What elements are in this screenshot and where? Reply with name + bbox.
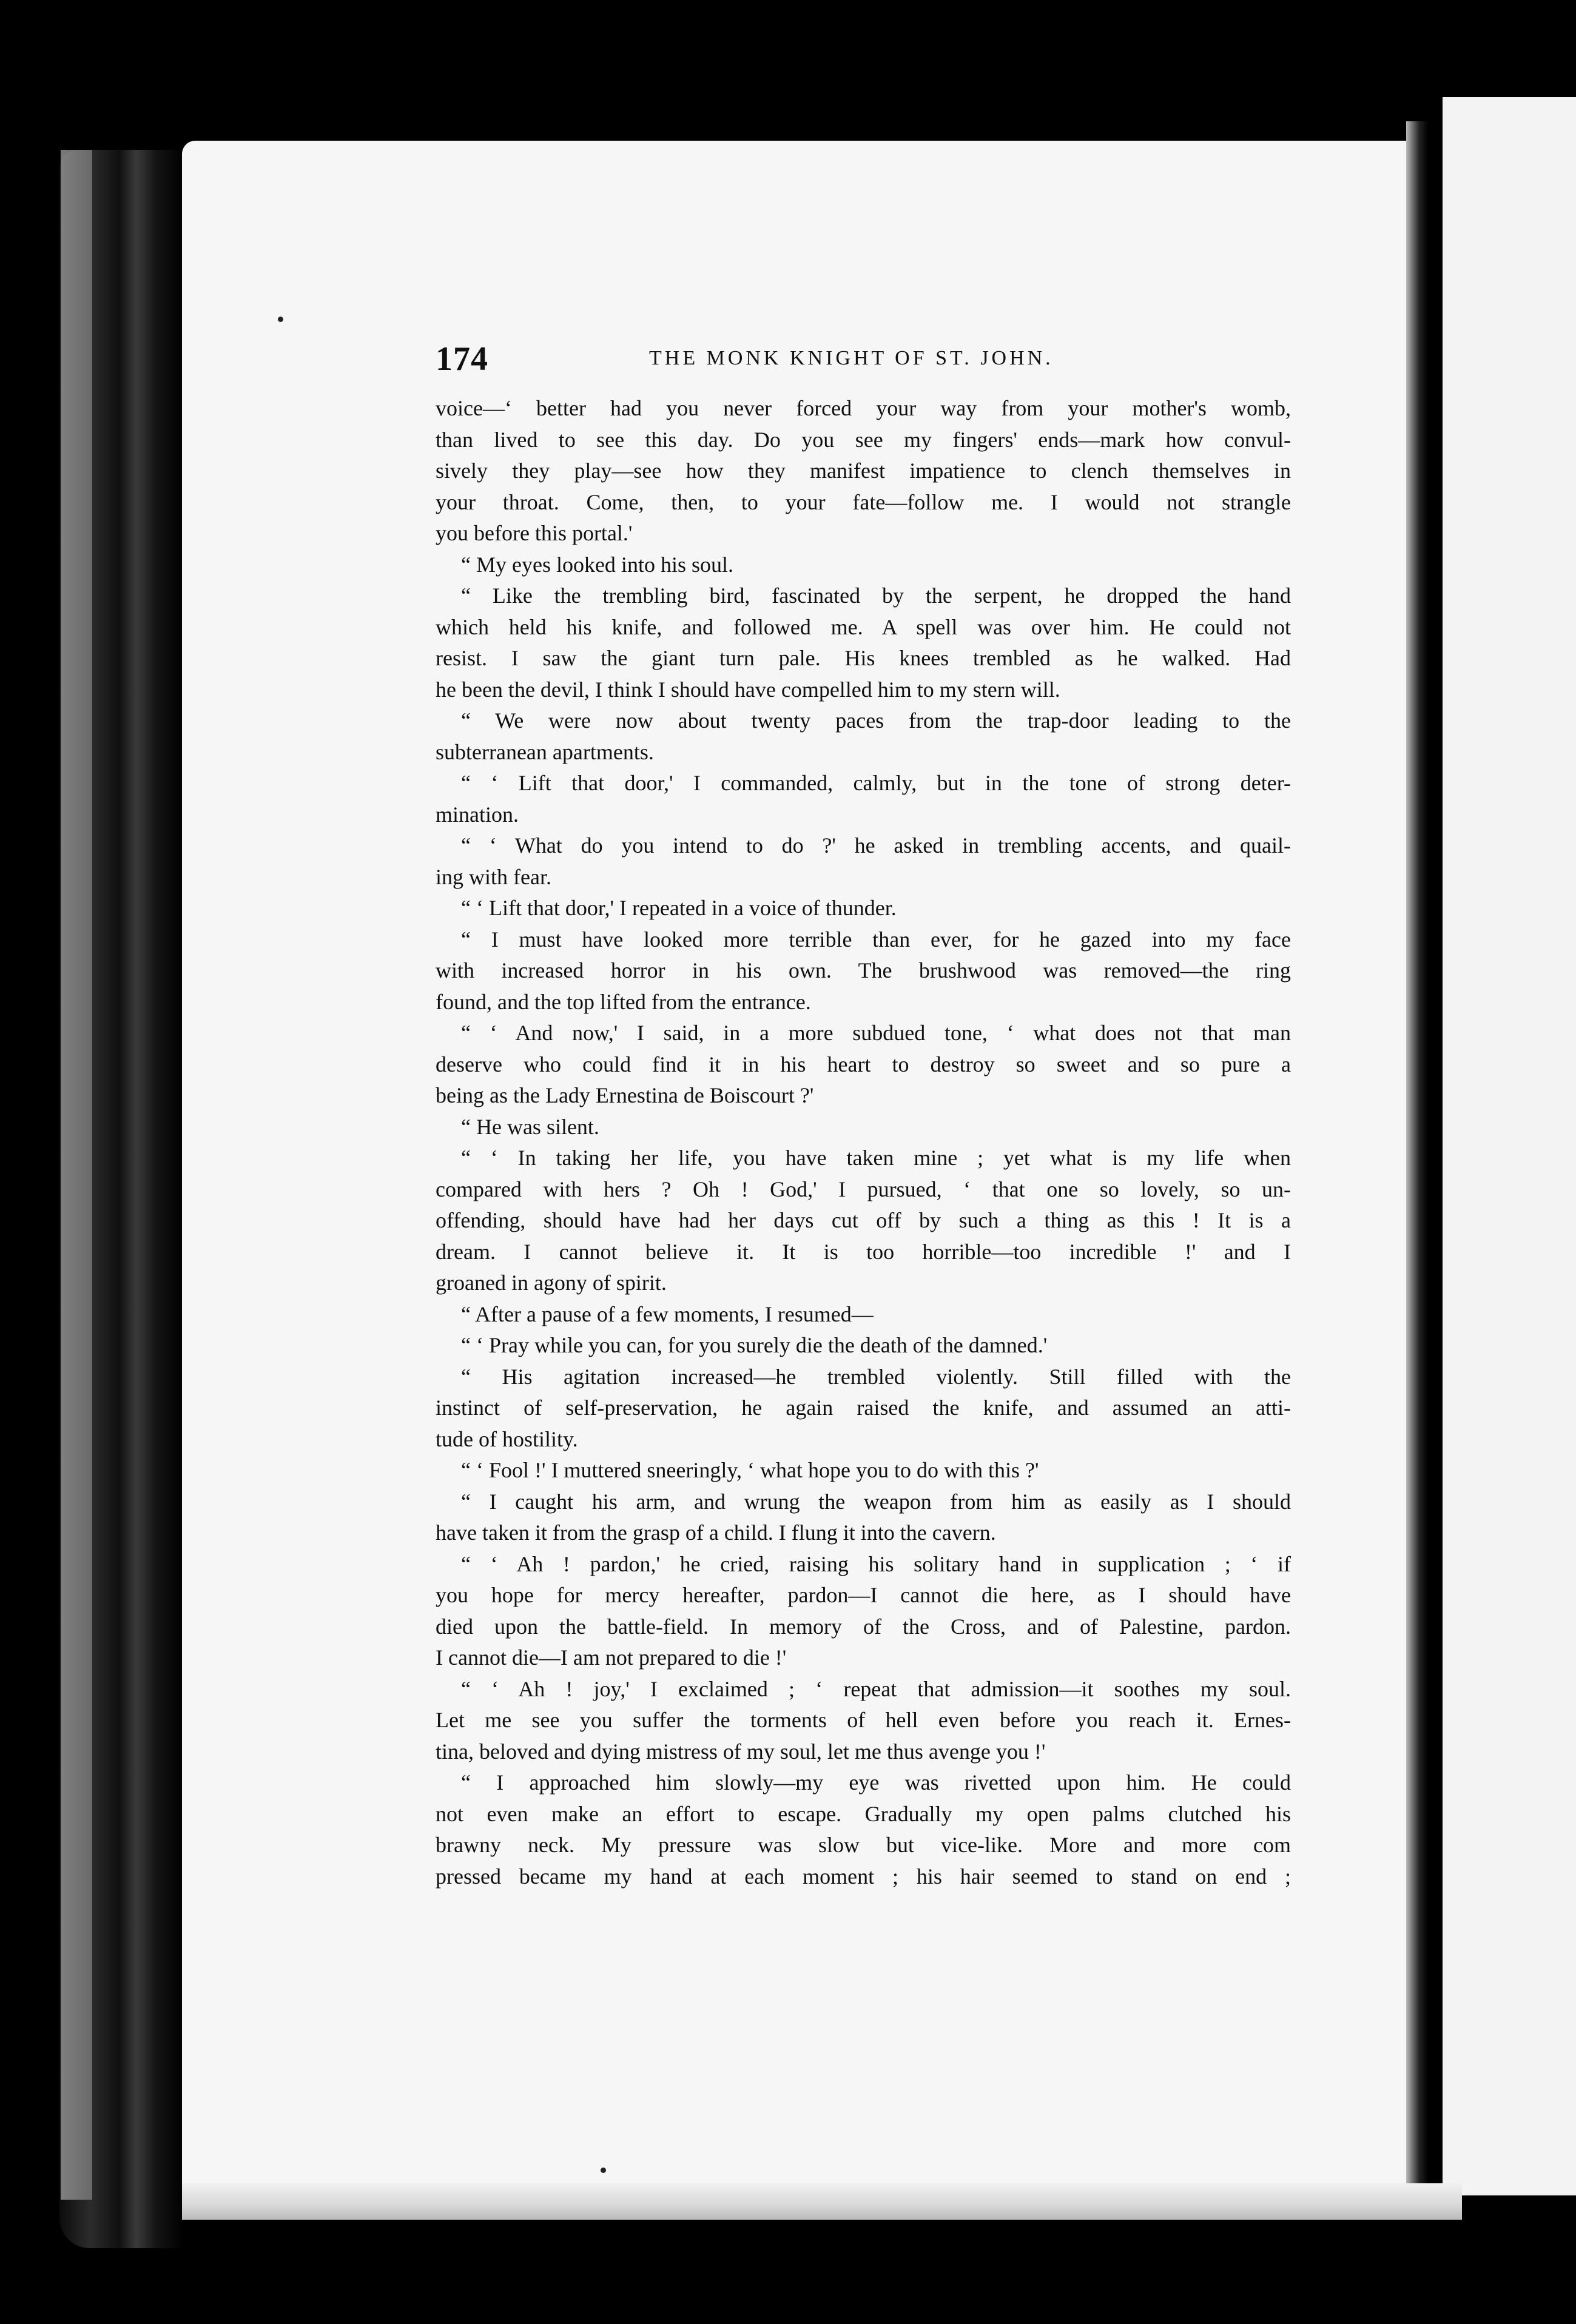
text-line: compared with hers ? Oh ! God,' I pursued, ‘ that one so lovely, so un-	[436, 1177, 1291, 1201]
text-line: resist. I saw the giant turn pale. His knees trembled as he walked. Had	[436, 646, 1291, 670]
book-edge-highlight	[61, 150, 92, 2200]
text-line: your throat. Come, then, to your fate—follow me. I would not strangle	[436, 489, 1291, 514]
text-line: “ ‘ In taking her life, you have taken mine ; yet what is my life when	[461, 1146, 1291, 1170]
text-line: voice—‘ better had you never forced your way from your mother's womb,	[436, 396, 1291, 420]
text-line: “ His agitation increased—he trembled violently. Still filled with the	[461, 1364, 1291, 1389]
text-line: ing with fear.	[436, 864, 551, 889]
text-line: tude of hostility.	[436, 1426, 578, 1451]
page-binding-shadow	[1406, 121, 1428, 2183]
text-line: tina, beloved and dying mistress of my soul, let me thus avenge you !'	[436, 1739, 1046, 1764]
text-line: sively they play—see how they manifest impatience to clench themselves in	[436, 458, 1291, 483]
page-bottom-edge	[182, 2183, 1462, 2220]
text-line: “ I caught his arm, and wrung the weapon from him as easily as I should	[461, 1489, 1291, 1514]
text-line: mination.	[436, 802, 519, 827]
text-line: “ My eyes looked into his soul.	[461, 552, 733, 577]
text-line: “ We were now about twenty paces from the trap-door leading to the	[461, 708, 1291, 733]
text-line: pressed became my hand at each moment ; his hair seemed to stand on end ;	[436, 1864, 1291, 1889]
body-text	[436, 393, 1291, 1892]
text-line: I cannot die—I am not prepared to die !'	[436, 1645, 787, 1670]
text-line: being as the Lady Ernestina de Boiscourt ?'	[436, 1083, 814, 1107]
text-line: “ ‘ And now,' I said, in a more subdued tone, ‘ what does not that man	[461, 1021, 1291, 1045]
running-title: THE MONK KNIGHT OF ST. JOHN.	[649, 347, 1054, 369]
running-head	[436, 340, 1291, 393]
text-line: died upon the battle-field. In memory of the Cross, and of Palestine, pardon.	[436, 1614, 1291, 1639]
text-line: with increased horror in his own. The brushwood was removed—the ring	[436, 958, 1291, 982]
text-line: deserve who could find it in his heart to destroy so sweet and so pure a	[436, 1052, 1291, 1076]
text-line: than lived to see this day. Do you see my fingers' ends—mark how convul-	[436, 427, 1291, 452]
text-line: “ I approached him slowly—my eye was rivetted upon him. He could	[461, 1770, 1291, 1795]
text-line: groaned in agony of spirit.	[436, 1271, 667, 1295]
text-line: “ I must have looked more terrible than ever, for he gazed into my face	[461, 927, 1291, 952]
text-line: offending, should have had her days cut off by such a thing as this ! It is a	[436, 1208, 1291, 1232]
text-line: you hope for mercy hereafter, pardon—I cannot die here, as I should have	[436, 1583, 1291, 1607]
text-line: not even make an effort to escape. Gradually my open palms clutched his	[436, 1801, 1291, 1826]
text-line: “ ‘ Ah ! joy,' I exclaimed ; ‘ repeat that admission—it soothes my soul.	[461, 1676, 1291, 1701]
text-line: “ ‘ Lift that door,' I commanded, calmly, but in the tone of strong deter-	[461, 771, 1291, 795]
ink-speck	[278, 317, 283, 322]
text-line: “ ‘ What do you intend to do ?' he asked in trembling accents, and quail-	[461, 833, 1291, 858]
text-line: “ ‘ Ah ! pardon,' he cried, raising his solitary hand in supplication ; ‘ if	[461, 1551, 1291, 1576]
page-content	[436, 340, 1291, 1892]
text-line: “ After a pause of a few moments, I resumed—	[461, 1301, 874, 1326]
text-line: subterranean apartments.	[436, 739, 654, 764]
text-line: you before this portal.'	[436, 521, 633, 545]
text-line: which held his knife, and followed me. A spell was over him. He could not	[436, 614, 1291, 639]
text-line: have taken it from the grasp of a child. I flung it into the cavern.	[436, 1520, 996, 1545]
text-line: he been the devil, I think I should have compelled him to my stern will.	[436, 677, 1060, 702]
text-line: brawny neck. My pressure was slow but vice-like. More and more com	[436, 1833, 1291, 1857]
text-line: Let me see you suffer the torments of hell even before you reach it. Ernes-	[436, 1708, 1291, 1732]
page-number: 174	[436, 340, 488, 378]
ink-speck	[601, 2168, 606, 2173]
text-line: “ ‘ Pray while you can, for you surely die the death of the damned.'	[461, 1333, 1048, 1357]
text-line: “ Like the trembling bird, fascinated by the serpent, he dropped the hand	[461, 583, 1291, 608]
text-line: “ He was silent.	[461, 1114, 599, 1139]
text-line: “ ‘ Fool !' I muttered sneeringly, ‘ what hope you to do with this ?'	[461, 1458, 1039, 1482]
text-line: found, and the top lifted from the entrance.	[436, 989, 811, 1014]
text-line: instinct of self-preservation, he again raised the knife, and assumed an atti-	[436, 1395, 1291, 1420]
text-line: “ ‘ Lift that door,' I repeated in a voice of thunder.	[461, 896, 897, 920]
adjacent-page	[1443, 97, 1576, 2195]
text-line: dream. I cannot believe it. It is too horrible—too incredible !' and I	[436, 1239, 1291, 1264]
